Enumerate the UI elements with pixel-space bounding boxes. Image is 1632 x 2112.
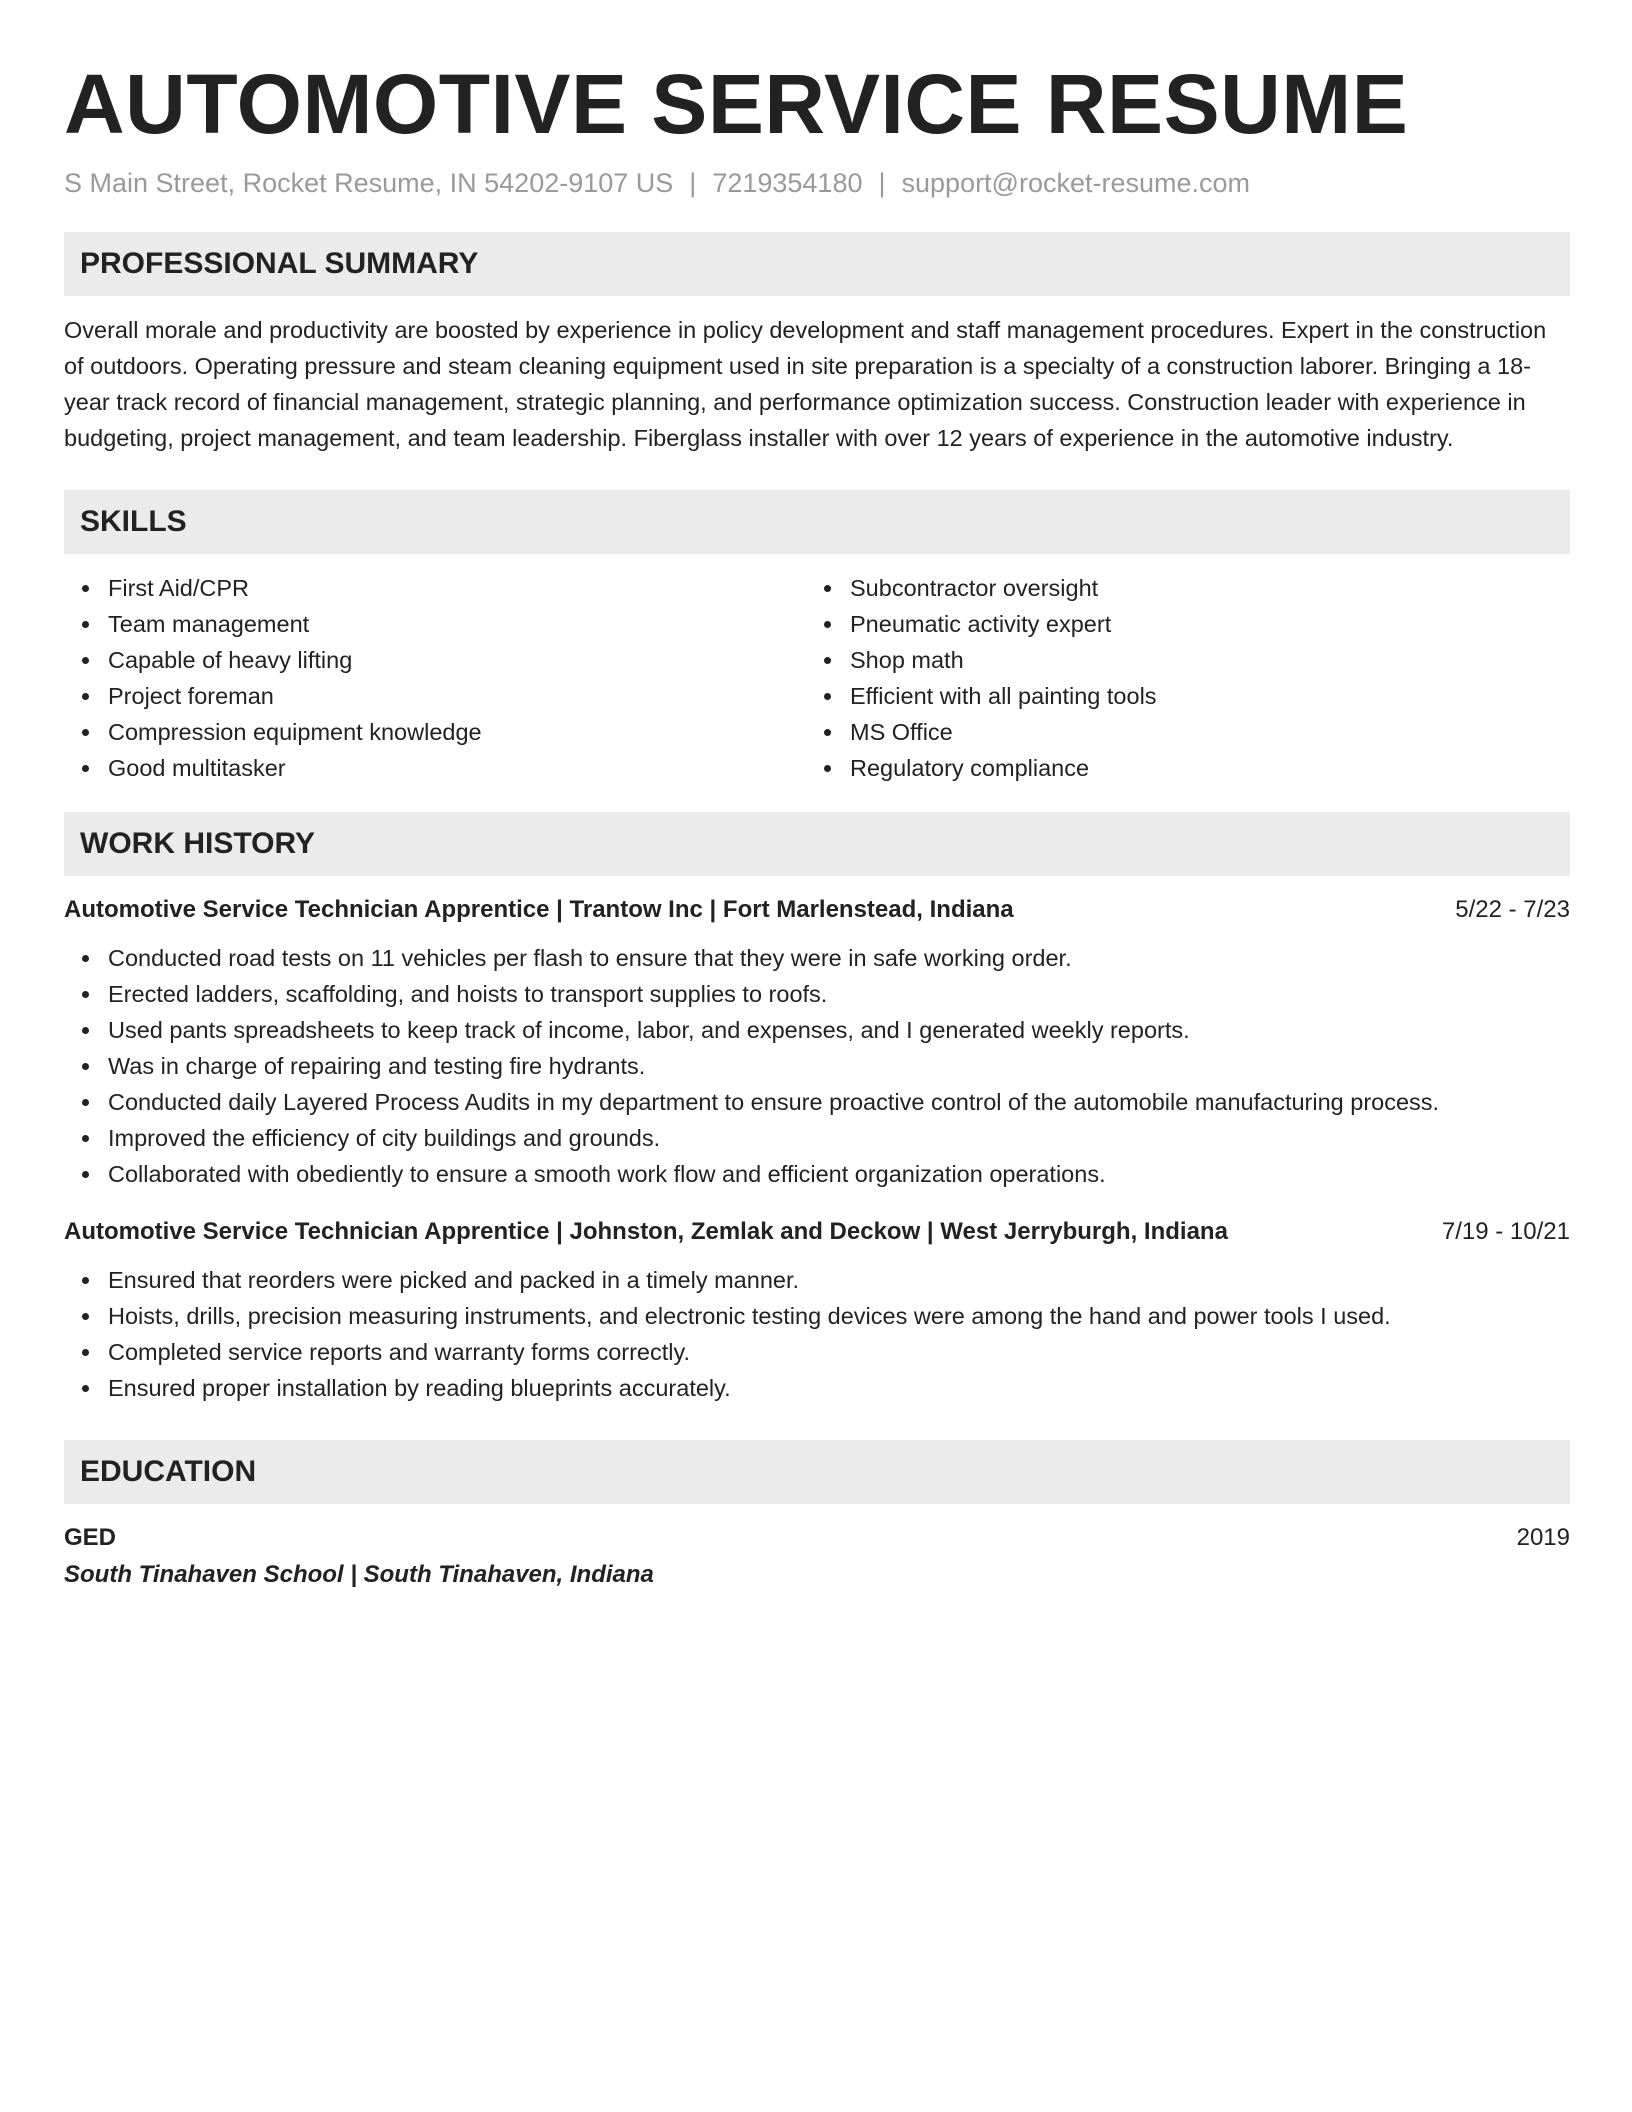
job-bullet: Conducted daily Layered Process Audits in my department to ensure proactive control of the automobile manufacturing process. [108,1084,1570,1120]
job-bullets [64,1262,1570,1406]
skill-item: Team management [108,606,806,642]
contact-separator: | [878,168,886,198]
job-bullet: Was in charge of repairing and testing fire hydrants. [108,1048,1570,1084]
contact-email: support@rocket-resume.com [901,168,1251,198]
job-entry [64,1214,1570,1406]
education-heading: EDUCATION [64,1440,1570,1504]
summary-text: Overall morale and productivity are boosted by experience in policy development and staff management procedures. Expert in the construction of outdoors. Operating pressure and steam cleaning equipment used in site preparation is a specialty of a construction laborer. Bringing a 18-year track record of financial management, strategic planning, and performance optimization success. Construction leader with experience in budgeting, project management, and team leadership. Fiberglass installer with over 12 years of experience in the automotive industry. [64,317,1547,451]
summary-heading: PROFESSIONAL SUMMARY [64,232,1570,296]
job-bullet: Improved the efficiency of city buildings and grounds. [108,1120,1570,1156]
skill-item: Efficient with all painting tools [850,678,1570,714]
job-bullet: Hoists, drills, precision measuring instruments, and electronic testing devices were among the hand and power tools I used. [108,1298,1570,1334]
job-bullets [64,940,1570,1192]
job-bullet: Ensured that reorders were picked and packed in a timely manner. [108,1262,1570,1298]
resume-page [64,56,1570,1594]
education-degree: GED [64,1524,117,1551]
skill-item: Pneumatic activity expert [850,606,1570,642]
skill-item: Shop math [850,642,1570,678]
job-header [64,892,1570,928]
contact-phone: 7219354180 [712,168,863,198]
skill-item: Subcontractor oversight [850,570,1570,606]
education-school: South Tinahaven School | South Tinahaven, Indiana [64,1561,654,1588]
job-entry [64,892,1570,1192]
skill-item: Compression equipment knowledge [108,714,806,750]
education-header [64,1520,1570,1556]
contact-line [64,166,1570,208]
job-title: Automotive Service Technician Apprentice | Johnston, Zemlak and Deckow | West Jerryburgh, Indiana [64,1218,1228,1245]
resume-title: AUTOMOTIVE SERVICE RESUME [64,57,1409,151]
job-bullet: Collaborated with obediently to ensure a smooth work flow and efficient organization operations. [108,1156,1570,1192]
job-dates: 5/22 - 7/23 [1455,896,1570,923]
contact-address: S Main Street, Rocket Resume, IN 54202-9107 US [64,168,674,198]
skills-column-left [64,570,806,786]
job-dates: 7/19 - 10/21 [1441,1218,1570,1245]
skill-item: Good multitasker [108,750,806,786]
job-bullet: Completed service reports and warranty forms correctly. [108,1334,1570,1370]
job-title: Automotive Service Technician Apprentice | Trantow Inc | Fort Marlenstead, Indiana [64,896,1014,923]
job-header [64,1214,1570,1250]
skills-heading: SKILLS [64,490,1570,554]
skill-item: Regulatory compliance [850,750,1570,786]
skill-item: MS Office [850,714,1570,750]
job-bullet: Ensured proper installation by reading blueprints accurately. [108,1370,1570,1406]
skill-item: Capable of heavy lifting [108,642,806,678]
job-bullet: Conducted road tests on 11 vehicles per flash to ensure that they were in safe working order. [108,940,1570,976]
skill-item: Project foreman [108,678,806,714]
education-year: 2019 [1516,1524,1570,1551]
contact-separator: | [689,168,697,198]
job-bullet: Used pants spreadsheets to keep track of income, labor, and expenses, and I generated weekly reports. [108,1012,1570,1048]
work-history-heading: WORK HISTORY [64,812,1570,876]
skills-list [64,570,1570,786]
skill-item: First Aid/CPR [108,570,806,606]
job-bullet: Erected ladders, scaffolding, and hoists to transport supplies to roofs. [108,976,1570,1012]
skills-column-right [806,570,1570,786]
